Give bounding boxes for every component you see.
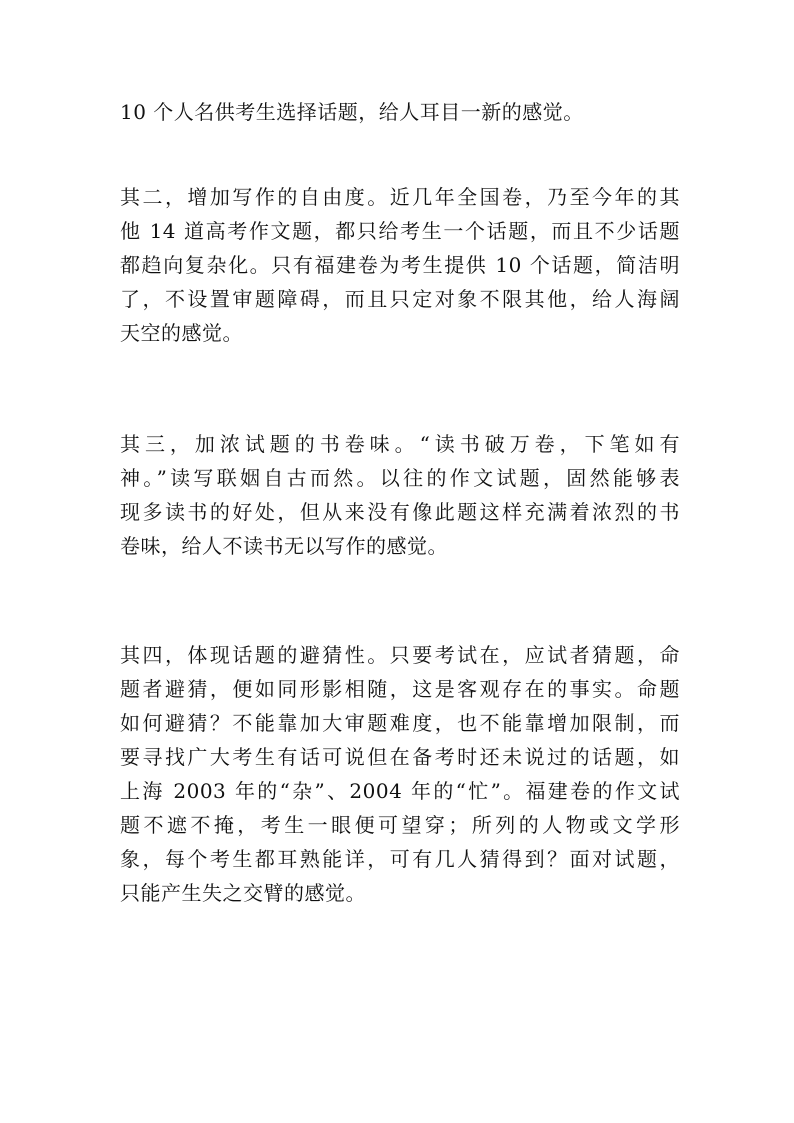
text-line: 其四，体现话题的避猜性。只要考试在，应试者猜题，命: [120, 643, 680, 667]
text-line: 都趋向复杂化。只有福建卷为考生提供 10 个话题，简洁明: [120, 253, 680, 277]
text-line: 卷味，给人不读书无以写作的感觉。: [120, 534, 448, 558]
text-line: 其三，加浓试题的书卷味。“读书破万卷，下笔如有: [120, 432, 680, 456]
text-line: 天空的感觉。: [120, 321, 243, 345]
text-line: 他 14 道高考作文题，都只给考生一个话题，而且不少话题: [120, 219, 680, 243]
text-line: 10 个人名供考生选择话题，给人耳目一新的感觉。: [120, 100, 584, 124]
text-line: 上海 2003 年的“杂”、2004 年的“忙”。福建卷的作文试: [120, 779, 680, 803]
text-line: 了，不设置审题障碍，而且只定对象不限其他，给人海阔: [120, 287, 680, 311]
text-line: 要寻找广大考生有话可说但在备考时还未说过的话题，如: [120, 745, 680, 769]
paragraph-fourth-point: [120, 638, 680, 910]
text-line: 题者避猜，便如同形影相随，这是客观存在的事实。命题: [120, 677, 680, 701]
text-line: 如何避猜？不能靠加大审题难度，也不能靠增加限制，而: [120, 711, 680, 735]
text-line: 神。”读写联姻自古而然。以往的作文试题，固然能够表: [120, 466, 680, 490]
text-line: 其二，增加写作的自由度。近几年全国卷，乃至今年的其: [120, 185, 680, 209]
paragraph-continuation: [120, 95, 680, 129]
paragraph-second-point: [120, 180, 680, 350]
paragraph-third-point: [120, 427, 680, 563]
text-line: 现多读书的好处，但从来没有像此题这样充满着浓烈的书: [120, 500, 680, 524]
text-line: 题不遮不掩，考生一眼便可望穿；所列的人物或文学形: [120, 813, 680, 837]
text-line: 象，每个考生都耳熟能详，可有几人猜得到？面对试题，: [120, 847, 680, 871]
text-line: 只能产生失之交臂的感觉。: [120, 881, 366, 905]
